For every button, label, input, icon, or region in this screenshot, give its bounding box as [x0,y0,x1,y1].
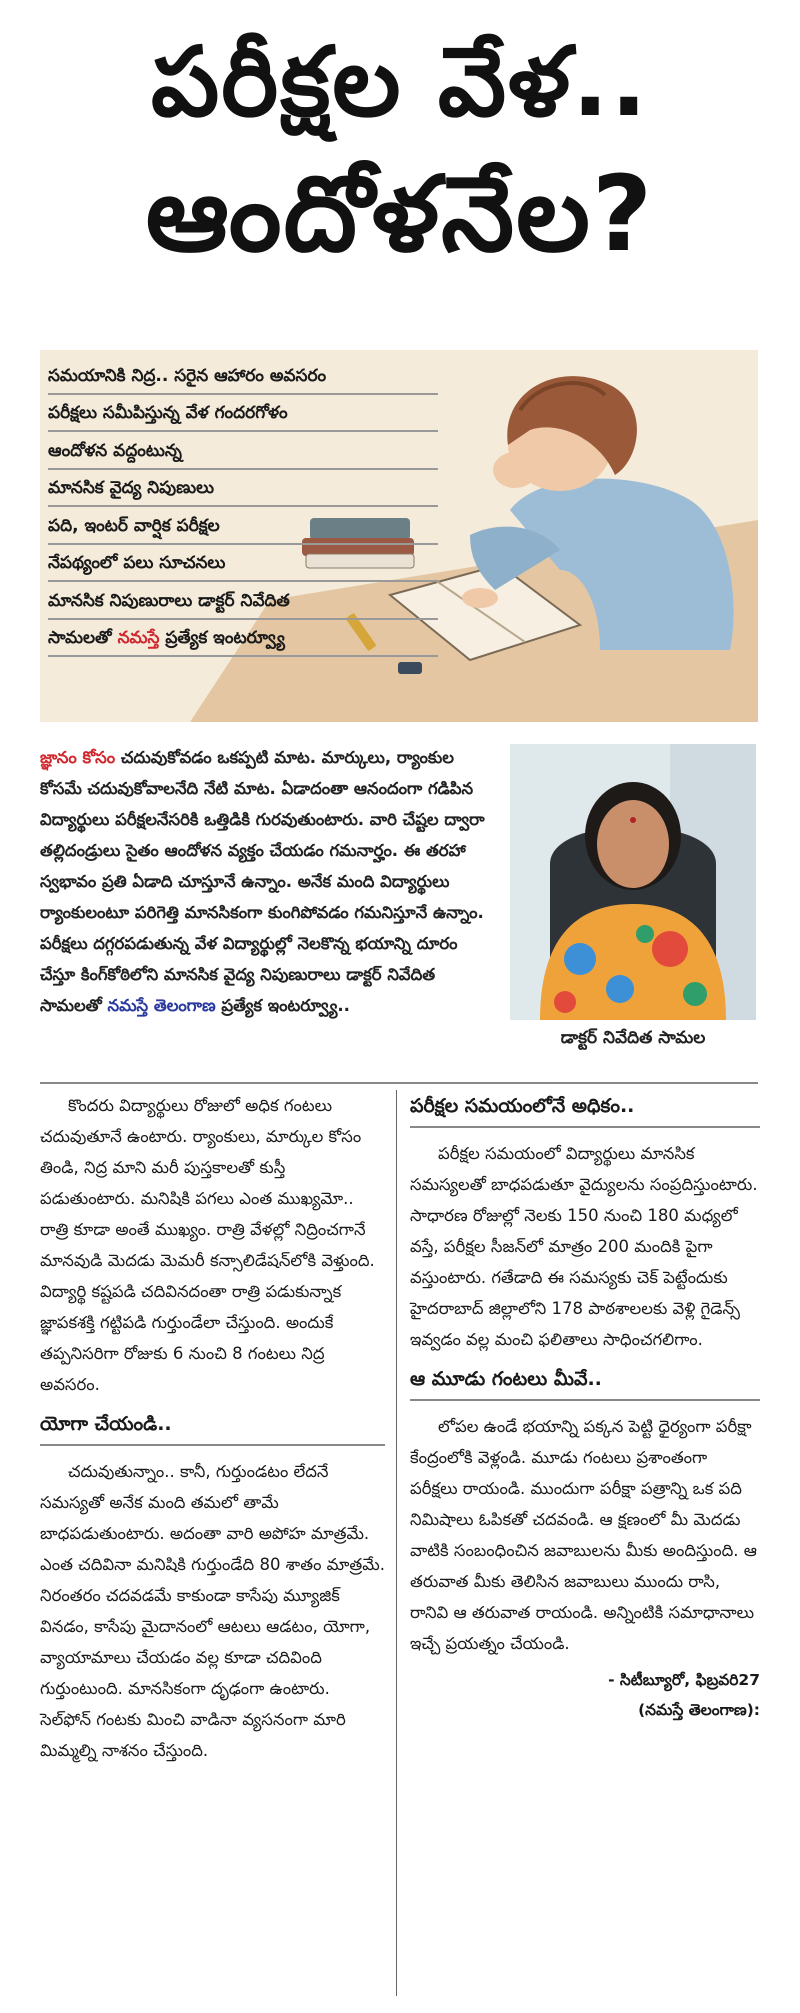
intro-paragraph [40,742,498,1021]
byline-source: (నమస్తే తెలంగాణ): [638,1701,760,1719]
column-divider [396,1090,397,1996]
subheading-exam-time: పరీక్షల సమయంలోనే అధికం.. [410,1090,760,1128]
doctor-portrait-illustration [510,744,756,1020]
paragraph-exam-time: పరీక్షల సమయంలో విద్యార్థులు మానసిక సమస్యలతో బాధపడుతూ వైద్యులను సంప్రదిస్తుంటారు. సాధారణ రోజుల్లో నెలకు 150 నుంచి 180 మధ్యలో వస్తే, పరీక్షల సీజన్‌లో మాత్రం 200 మందికి పైగా వస్తుంటారు. గతేడాది ఈ సమస్యకు చెక్ పెట్టేందుకు హైదరాబాద్ జిల్లాలోని 178 పాఠశాలలకు వెళ్లి గైడెన్స్ ఇవ్వడం వల్ల మంచి ఫలితాలు సాధించగలిగాం. [410,1144,758,1349]
highlight-item [48,512,438,582]
highlight-line: నేపథ్యంలో పలు సూచనలు [48,549,438,582]
photo-caption: డాక్టర్ నివేదిత సామల [560,1028,706,1048]
highlight-line: ఆందోళన వద్దంటున్న [48,437,438,470]
paragraph-sleep: కొందరు విద్యార్థులు రోజులో అధిక గంటలు చదువుతూనే ఉంటారు. ర్యాంకులు, మార్కుల కోసం తిండి, నిద్ర మాని మరీ పుస్తకాలతో కుస్తీ పడుతుంటారు. మనిషికి పగలు ఎంత ముఖ్యమో.. రాత్రి కూడా అంతే ముఖ్యం. రాత్రి వేళల్లో నిద్రించగానే మానవుడి మెదడు మెమరీ కన్సాలిడేషన్‌లోకి వెళ్తుంది. విద్యార్థి కష్టపడి చదివినదంతా రాత్రి పడుకున్నాక జ్ఞాపకశక్తి గట్టిపడి గుర్తుండేలా చేస్తుంది. అందుకే తప్పనిసరిగా రోజుకు 6 నుంచి 8 గంటలు నిద్ర అవసరం. [40,1096,375,1394]
section-divider [40,1082,758,1084]
paragraph-three-hours: లోపల ఉండే భయాన్ని పక్కన పెట్టి ధైర్యంగా పరీక్షా కేంద్రంలోకి వెళ్లండి. మూడు గంటలు ప్రశాంతంగా పరీక్షలు రాయండి. ముందుగా పరీక్షా పత్రాన్ని ఒక పది నిమిషాలు ఓపికతో చదవండి. ఆ క్షణంలో మీ మెదడు వాటికి సంబంధించిన జవాబులను మీకు అందిస్తుంది. ఆ తరువాత మీకు తెలిసిన జవాబులు ముందు రాసి, రానివి ఆ తరువాత రాయండి. అన్నింటికి సమాధానాలు ఇచ్చే ప్రయత్నం చేయండి. [410,1417,757,1653]
intro-lead: జ్ఞానం కోసం [40,748,116,767]
highlight-item [48,362,438,432]
byline [410,1665,760,1725]
highlight-line: మానసిక వైద్య నిపుణులు [48,474,438,507]
byline-dateline: - సిటీబ్యూరో, ఫిబ్రవరి27 [608,1671,760,1689]
intro-brand: నమస్తే తెలంగాణ [107,996,216,1015]
doctor-portrait-photo [510,744,756,1020]
hero-illustration-panel [40,350,758,722]
headline [0,18,800,282]
paragraph-yoga: చదువుతున్నాం.. కానీ, గుర్తుండటం లేదనే సమస్యతో అనేక మంది తమలో తామే బాధపడుతుంటారు. అదంతా వారి అపోహ మాత్రమే. ఎంత చదివినా మనిషికి గుర్తుండేది 80 శాతం మాత్రమే. నిరంతరం చదవడమే కాకుండా కాసేపు మ్యూజిక్ వినడం, కాసేపు మైదానంలో ఆటలు ఆడటం, యోగా, వ్యాయామాలు చేయడం వల్ల కూడా చదివింది గుర్తుంటుంది. మానసికంగా దృఢంగా ఉంటారు. సెల్‌ఫోన్ గంటకు మించి వాడినా వ్యసనంగా మారి మిమ్మల్ని నాశనం చేస్తుంది. [40,1462,385,1760]
headline-line-2: ఆందోళనేల? [145,153,655,275]
intro-tail: ప్రత్యేక ఇంటర్వ్యూ.. [215,996,350,1015]
subheading-three-hours: ఆ మూడు గంటలు మీవే.. [410,1363,760,1401]
namaste-brand-highlight: నమస్తే [117,628,160,648]
headline-line-1: పరీక్షల వేళ.. [151,26,649,138]
highlight-item [48,437,438,507]
subheading-yoga: యోగా చేయండి.. [40,1408,385,1446]
highlight-item [48,587,438,657]
intro-body: చదువుకోవడం ఒకప్పటి మాట. మార్కులు, ర్యాంకుల కోసమే చదువుకోవాలనేది నేటి మాట. ఏడాదంతా ఆనందంగా గడిపిన విద్యార్థులు పరీక్షలనేసరికి ఒత్తిడికి గురవుతుంటారు. వారి చేష్టల ద్వారా తల్లిదండ్రులు సైతం ఆందోళన వ్యక్తం చేయడం గమనార్హం. ఈ తరహా స్వభావం ప్రతి ఏడాది చూస్తూనే ఉన్నాం. అనేక మంది విద్యార్థులు ర్యాంకులంటూ పరిగెత్తి మానసికంగా కుంగిపోవడం గమనిస్తూనే ఉన్నాం. పరీక్షలు దగ్గరపడుతున్న వేళ విద్యార్థుల్లో నెలకొన్న భయాన్ని దూరం చేస్తూ కింగ్‌కోఠిలోని మానసిక వైద్య నిపుణురాలు డాక్టర్ నివేదిత సామలతో [40,748,485,1015]
article-column-left [40,1090,385,1766]
highlight-line: మానసిక నిపుణురాలు డాక్టర్ నివేదిత [48,587,438,620]
highlight-line: పరీక్షలు సమీపిస్తున్న వేళ గందరగోళం [48,399,438,432]
highlights-list [48,362,438,662]
article-column-right [410,1090,760,1725]
highlight-line: పది, ఇంటర్ వార్షిక పరీక్షల [48,512,438,545]
highlight-line-interview [48,624,438,657]
highlight-text: ప్రత్యేక ఇంటర్వ్యూ [159,628,285,648]
highlight-text: సామలతో [48,628,118,648]
highlight-line: సమయానికి నిద్ర.. సరైన ఆహారం అవసరం [48,362,438,395]
